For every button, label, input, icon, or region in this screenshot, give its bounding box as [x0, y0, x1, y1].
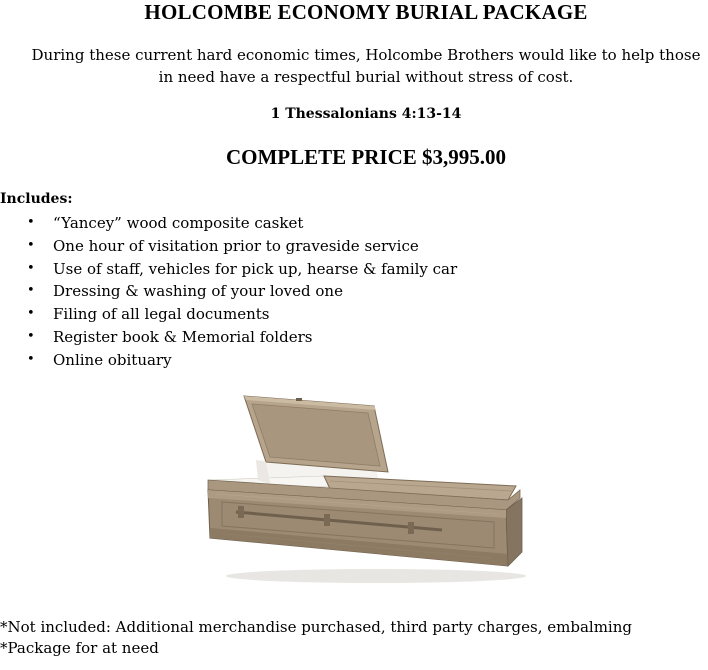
footnote-at-need: *Package for at need — [0, 639, 159, 657]
bullet-icon: • — [27, 260, 35, 276]
page-title: HOLCOMBE ECONOMY BURIAL PACKAGE — [144, 0, 588, 24]
list-item — [0, 280, 457, 303]
footnote-not-included: *Not included: Additional merchandise purchased, third party charges, embalming — [0, 618, 632, 636]
list-item-text: Online obituary — [53, 350, 172, 369]
intro-paragraph: During these current hard economic times, Holcombe Brothers would like to help those in need have a respectful burial without stress of cost. — [31, 46, 701, 86]
list-item — [0, 326, 457, 349]
list-item — [0, 303, 457, 326]
list-item-text: “Yancey” wood composite casket — [53, 214, 304, 232]
list-item-text: One hour of visitation prior to graveside service — [53, 236, 419, 255]
list-item — [0, 349, 457, 372]
complete-price: COMPLETE PRICE $3,995.00 — [225, 145, 506, 169]
bullet-icon: • — [27, 215, 35, 230]
list-item-text: Register book & Memorial folders — [53, 327, 313, 346]
includes-list — [0, 212, 457, 372]
list-item — [0, 258, 457, 281]
bullet-icon: • — [27, 283, 35, 299]
list-item — [0, 212, 457, 235]
list-item-text: Filing of all legal documents — [53, 305, 270, 324]
bullet-icon: • — [27, 306, 35, 322]
scripture-reference: 1 Thessalonians 4:13-14 — [270, 106, 462, 122]
casket-illustration — [196, 388, 536, 592]
bullet-icon: • — [27, 351, 35, 367]
bullet-icon: • — [27, 237, 35, 253]
bullet-icon: • — [27, 328, 35, 344]
includes-label: Includes: — [0, 191, 73, 207]
list-item-text: Dressing & washing of your loved one — [53, 282, 343, 301]
list-item — [0, 235, 457, 258]
list-item-text: Use of staff, vehicles for pick up, hearse & family car — [53, 259, 458, 278]
